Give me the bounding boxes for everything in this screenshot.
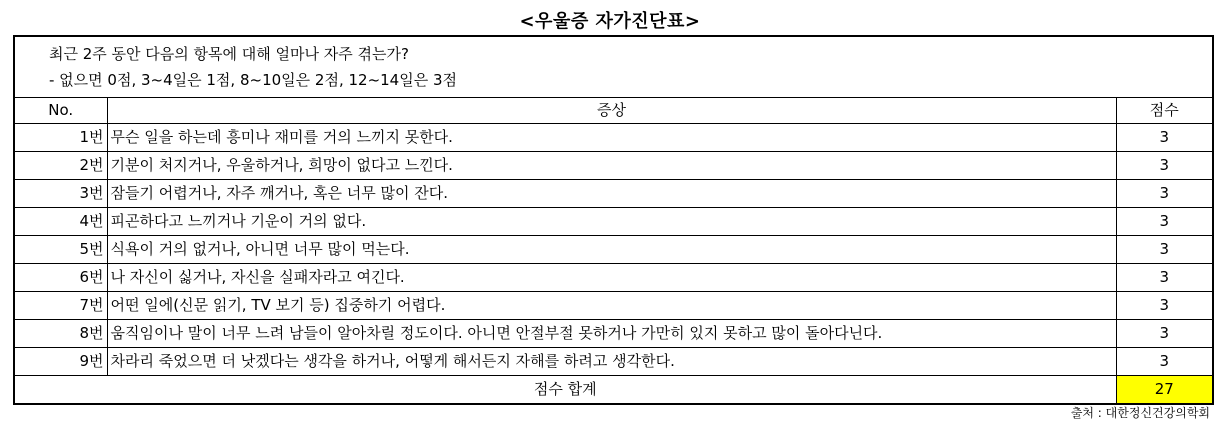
row-symptom: 움직임이나 말이 너무 느려 남들이 알아차릴 정도이다. 아니면 안절부절 못하거나 가만히 있지 못하고 많이 돌아다닌다. <box>107 320 1116 348</box>
header-no: No. <box>14 98 107 124</box>
table-row <box>14 152 1213 180</box>
row-symptom: 피곤하다고 느끼거나 기운이 거의 없다. <box>107 208 1116 236</box>
row-score: 3 <box>1116 208 1213 236</box>
row-score: 3 <box>1116 236 1213 264</box>
intro-cell <box>14 36 1213 98</box>
row-symptom: 식욕이 거의 없거나, 아니면 너무 많이 먹는다. <box>107 236 1116 264</box>
header-score: 점수 <box>1116 98 1213 124</box>
header-symptom: 증상 <box>107 98 1116 124</box>
row-score: 3 <box>1116 124 1213 152</box>
row-number: 1번 <box>14 124 107 152</box>
sheet-title: <우울증 자가진단표> <box>519 11 701 32</box>
row-score: 3 <box>1116 320 1213 348</box>
intro-row <box>14 36 1213 98</box>
source-credit: 출처 : 대한정신건강의학회 <box>1070 406 1210 420</box>
row-score: 3 <box>1116 152 1213 180</box>
row-number: 8번 <box>14 320 107 348</box>
table-row <box>14 264 1213 292</box>
row-number: 5번 <box>14 236 107 264</box>
total-label: 점수 합계 <box>14 376 1116 405</box>
row-number: 9번 <box>14 348 107 376</box>
row-score: 3 <box>1116 264 1213 292</box>
depression-checklist-table <box>13 35 1214 405</box>
row-score: 3 <box>1116 348 1213 376</box>
row-symptom: 무슨 일을 하는데 흥미나 재미를 거의 느끼지 못한다. <box>107 124 1116 152</box>
row-symptom: 어떤 일에(신문 읽기, TV 보기 등) 집중하기 어렵다. <box>107 292 1116 320</box>
row-number: 6번 <box>14 264 107 292</box>
header-row <box>14 98 1213 124</box>
total-score: 27 <box>1116 376 1213 405</box>
row-number: 3번 <box>14 180 107 208</box>
intro-question: 최근 2주 동안 다음의 항목에 대해 얼마나 자주 겪는가? <box>49 45 409 63</box>
table-row <box>14 236 1213 264</box>
table-row <box>14 208 1213 236</box>
row-symptom: 잠들기 어렵거나, 자주 깨거나, 혹은 너무 많이 잔다. <box>107 180 1116 208</box>
row-score: 3 <box>1116 180 1213 208</box>
total-row <box>14 376 1213 405</box>
row-score: 3 <box>1116 292 1213 320</box>
row-symptom: 차라리 죽었으면 더 낫겠다는 생각을 하거나, 어떻게 해서든지 자해를 하려고 생각한다. <box>107 348 1116 376</box>
table-row <box>14 180 1213 208</box>
row-symptom: 기분이 처지거나, 우울하거나, 희망이 없다고 느낀다. <box>107 152 1116 180</box>
row-number: 2번 <box>14 152 107 180</box>
row-number: 4번 <box>14 208 107 236</box>
table-row <box>14 292 1213 320</box>
intro-scoring-rule: - 없으면 0점, 3~4일은 1점, 8~10일은 2점, 12~14일은 3점 <box>49 71 458 89</box>
table-row <box>14 348 1213 376</box>
row-symptom: 나 자신이 싫거나, 자신을 실패자라고 여긴다. <box>107 264 1116 292</box>
table-row <box>14 124 1213 152</box>
table-row <box>14 320 1213 348</box>
row-number: 7번 <box>14 292 107 320</box>
